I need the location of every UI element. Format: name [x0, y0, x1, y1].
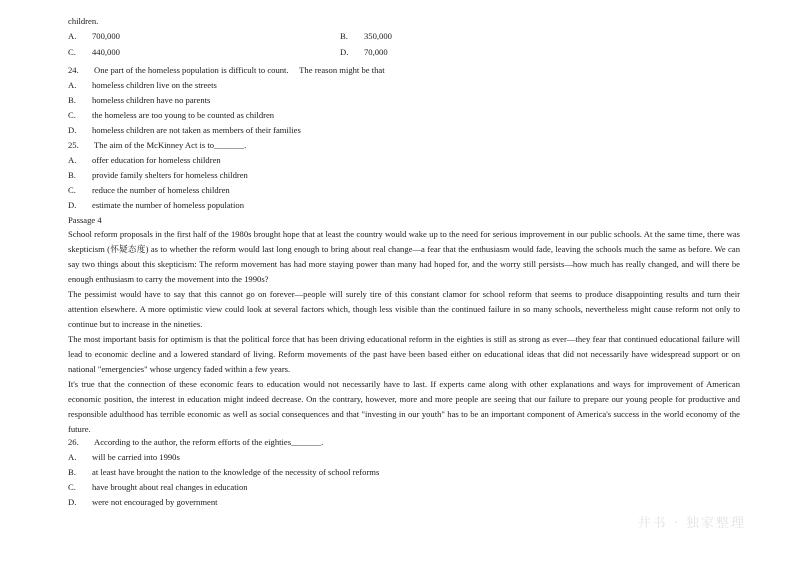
option-text: will be carried into 1990s — [92, 452, 180, 462]
passage-title: Passage 4 — [68, 215, 102, 225]
q26-option-a — [68, 450, 180, 464]
option-letter: B. — [340, 31, 348, 41]
option-text: reduce the number of homeless children — [92, 185, 230, 195]
q23-options-row1 — [68, 29, 748, 43]
question-number: 25. — [68, 140, 79, 150]
question-text: The aim of the McKinney Act is to_______. — [94, 140, 247, 150]
question-text: According to the author, the reform efforts of the eighties_______. — [94, 437, 324, 447]
option-text: have brought about real changes in education — [92, 482, 248, 492]
q25-stem — [68, 138, 246, 152]
option-text: at least have brought the nation to the knowledge of the necessity of school reforms — [92, 467, 380, 477]
option-text: 350,000 — [364, 31, 392, 41]
option-text: 700,000 — [92, 31, 120, 41]
q26-option-d — [68, 495, 218, 509]
option-text: offer education for homeless children — [92, 155, 221, 165]
option-letter: A. — [68, 452, 77, 462]
option-text: provide family shelters for homeless children — [92, 170, 248, 180]
option-text: homeless children have no parents — [92, 95, 211, 105]
option-letter: D. — [68, 125, 77, 135]
question-number: 26. — [68, 437, 79, 447]
option-letter: D. — [340, 47, 349, 57]
q24-option-c — [68, 108, 274, 122]
option-text: 70,000 — [364, 47, 388, 57]
option-letter: C. — [68, 185, 76, 195]
q24-option-b — [68, 93, 210, 107]
option-letter: B. — [68, 95, 76, 105]
option-text: the homeless are too young to be counted as children — [92, 110, 275, 120]
question-text: One part of the homeless population is difficult to count. The reason might be that — [94, 65, 385, 75]
q23-options-row2 — [68, 45, 748, 59]
watermark-footer: 井书 · 独家整理 — [637, 516, 746, 531]
q23-tail: children. — [68, 16, 99, 26]
option-letter: C. — [68, 482, 76, 492]
option-letter: C. — [68, 110, 76, 120]
option-letter: B. — [68, 467, 76, 477]
passage-paragraph-2: The pessimist would have to say that this cannot go on forever—people will surely tire of this constant clamor for school reform that seems to produce disappointing results and turn their attention elsewhere. A more optimistic view could look at several factors which, though less visible than the continued failure in so many schools, nevertheless might cause reform not only to continue but to increase in the nineties. — [68, 289, 740, 329]
q25-option-b — [68, 168, 248, 182]
option-text: 440,000 — [92, 47, 120, 57]
q25-option-d — [68, 198, 244, 212]
q26-option-b — [68, 465, 379, 479]
option-letter: C. — [68, 47, 76, 57]
q24-option-a — [68, 78, 217, 92]
passage-paragraph-3: The most important basis for optimism is that the political force that has been driving educational reform in the eighties is still as strong as ever—they fear that continued educational failure will lead to economic decline and a lowered standard of living. Reform movements of the past have been based either on educational ideas that did not necessarily have widespread support or on national "emergencies" whose urgency faded within a few years. — [68, 334, 740, 374]
option-text: homeless children live on the streets — [92, 80, 217, 90]
q24-stem — [68, 63, 385, 77]
option-letter: A. — [68, 31, 77, 41]
option-letter: A. — [68, 155, 77, 165]
question-number: 24. — [68, 65, 79, 75]
option-text: homeless children are not taken as members of their families — [92, 125, 301, 135]
q26-stem — [68, 435, 323, 449]
q25-option-a — [68, 153, 221, 167]
option-text: estimate the number of homeless population — [92, 200, 245, 210]
passage-paragraph-4: It's true that the connection of these economic fears to education would not necessarily have to last. If experts came along with other explanations and ways for improvement of American economic position, the interest in education might indeed decrease. On the contrary, however, more and more people are seeing that our failure to prepare our young people for productive and responsible adulthood has terrible economic as well as social consequences and that "investing in our youth" has to be an important component of America's success in the world economy of the future. — [68, 379, 740, 434]
option-letter: A. — [68, 80, 77, 90]
option-letter: B. — [68, 170, 76, 180]
q26-option-c — [68, 480, 248, 494]
q25-option-c — [68, 183, 230, 197]
option-text: were not encouraged by government — [92, 497, 218, 507]
option-letter: D. — [68, 497, 77, 507]
passage-paragraph-1: School reform proposals in the first half of the 1980s brought hope that at least the country would wake up to the need for serious improvement in our public schools. At the same time, there was skepticism (怀疑态度) as to whether the reform would last long enough to bring about real change—a fear that the enthusiasm would fade, leaving the schools much the same as before. We can say two things about this skepticism: The reform movement has had more staying power than many had hoped for, and the worry still persists—how much has really changed, and will there be enough enthusiasm to carry the movement into the 1990s? — [68, 229, 740, 284]
q24-option-d — [68, 123, 301, 137]
option-letter: D. — [68, 200, 77, 210]
